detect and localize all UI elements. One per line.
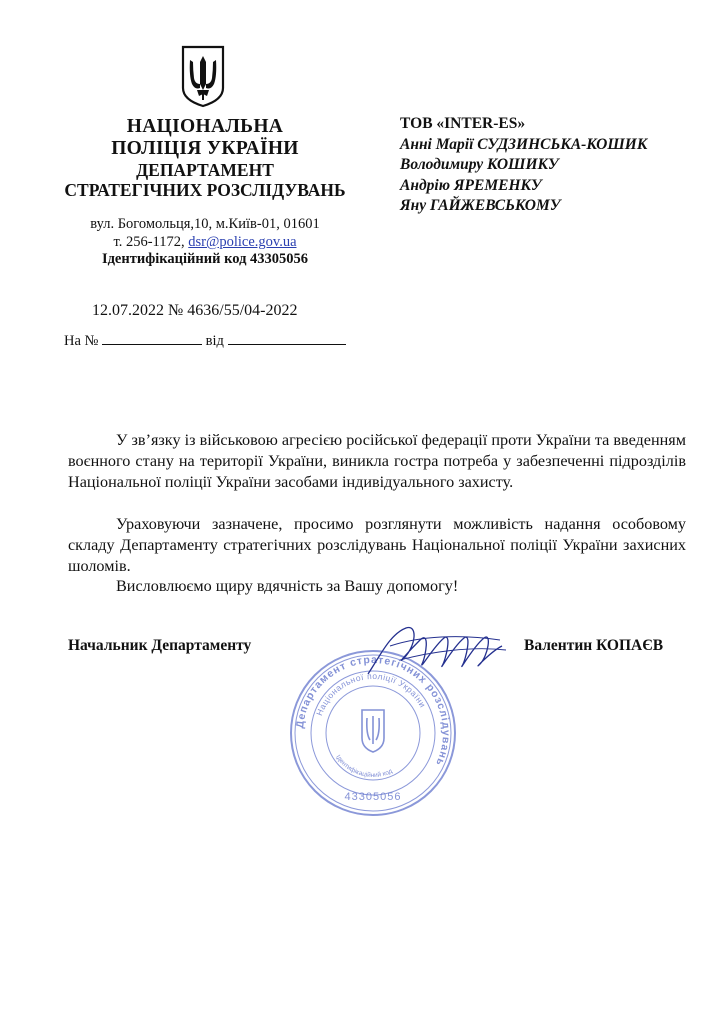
org-name-line1: НАЦІОНАЛЬНА (126, 116, 284, 137)
handwritten-signature (360, 616, 510, 686)
stamp-code-label: Ідентифікаційний код (334, 753, 394, 780)
org-name-line2: ПОЛІЦІЯ УКРАЇНИ (111, 138, 299, 159)
id-code: Ідентифікаційний код 43305056 (101, 251, 309, 267)
recipients-block (400, 114, 647, 217)
address: вул. Богомольця,10, м.Київ-01, 01601 (90, 216, 320, 232)
reference-line (64, 332, 346, 350)
recipient: Володимиру КОШИКУ (400, 156, 559, 173)
ref-date-blank (228, 332, 346, 345)
body-paragraph-1: У зв’язку із військовою агресією російської федерації проти України та введенням воєнного стану на території України, виникла гостра потреба у забезпеченні підрозділів Національної поліції України засобами індивідуального захисту. (68, 431, 686, 491)
outgoing-date-number: 12.07.2022 № 4636/55/04-2022 (92, 302, 298, 319)
ref-number-blank (102, 332, 202, 345)
phone: т. 256-1172, (113, 234, 185, 250)
body-paragraph-2: Ураховуючи зазначене, просимо розглянути можливість надання особовому складу Департаменту стратегічних розслідувань Національної поліції України захисних шоломів. (68, 515, 686, 575)
contacts (40, 233, 370, 251)
recipient: ТОВ «INTER-ES» (400, 115, 526, 132)
stamp-code: 43305056 (344, 791, 402, 803)
coat-of-arms-icon (180, 44, 226, 108)
ref-from: від (205, 333, 224, 349)
body-paragraph-3: Висловлюємо щиру вдячність за Вашу допомогу! (116, 577, 459, 595)
department-line1: ДЕПАРТАМЕНТ (136, 160, 274, 180)
email-link[interactable]: dsr@police.gov.ua (188, 234, 297, 250)
ref-prefix: На № (64, 333, 99, 349)
signatory-name: Валентин КОПАЄВ (524, 637, 664, 654)
signatory-title: Начальник Департаменту (68, 637, 252, 654)
stamp-trident-icon (362, 710, 384, 752)
svg-text:Ідентифікаційний код (334, 754, 394, 779)
stamp-inner-text: Національної поліції України (314, 670, 429, 718)
recipient: Яну ГАЙЖЕВСЬКОМУ (400, 197, 561, 214)
recipient: Андрію ЯРЕМЕНКУ (400, 176, 542, 194)
department-line2: СТРАТЕГІЧНИХ РОЗСЛІДУВАНЬ (64, 180, 346, 200)
stamp-outer-text: Департамент стратегічних розслідувань (294, 653, 453, 769)
recipient: Анні Марії СУДЗИНСЬКА-КОШИК (400, 135, 648, 153)
